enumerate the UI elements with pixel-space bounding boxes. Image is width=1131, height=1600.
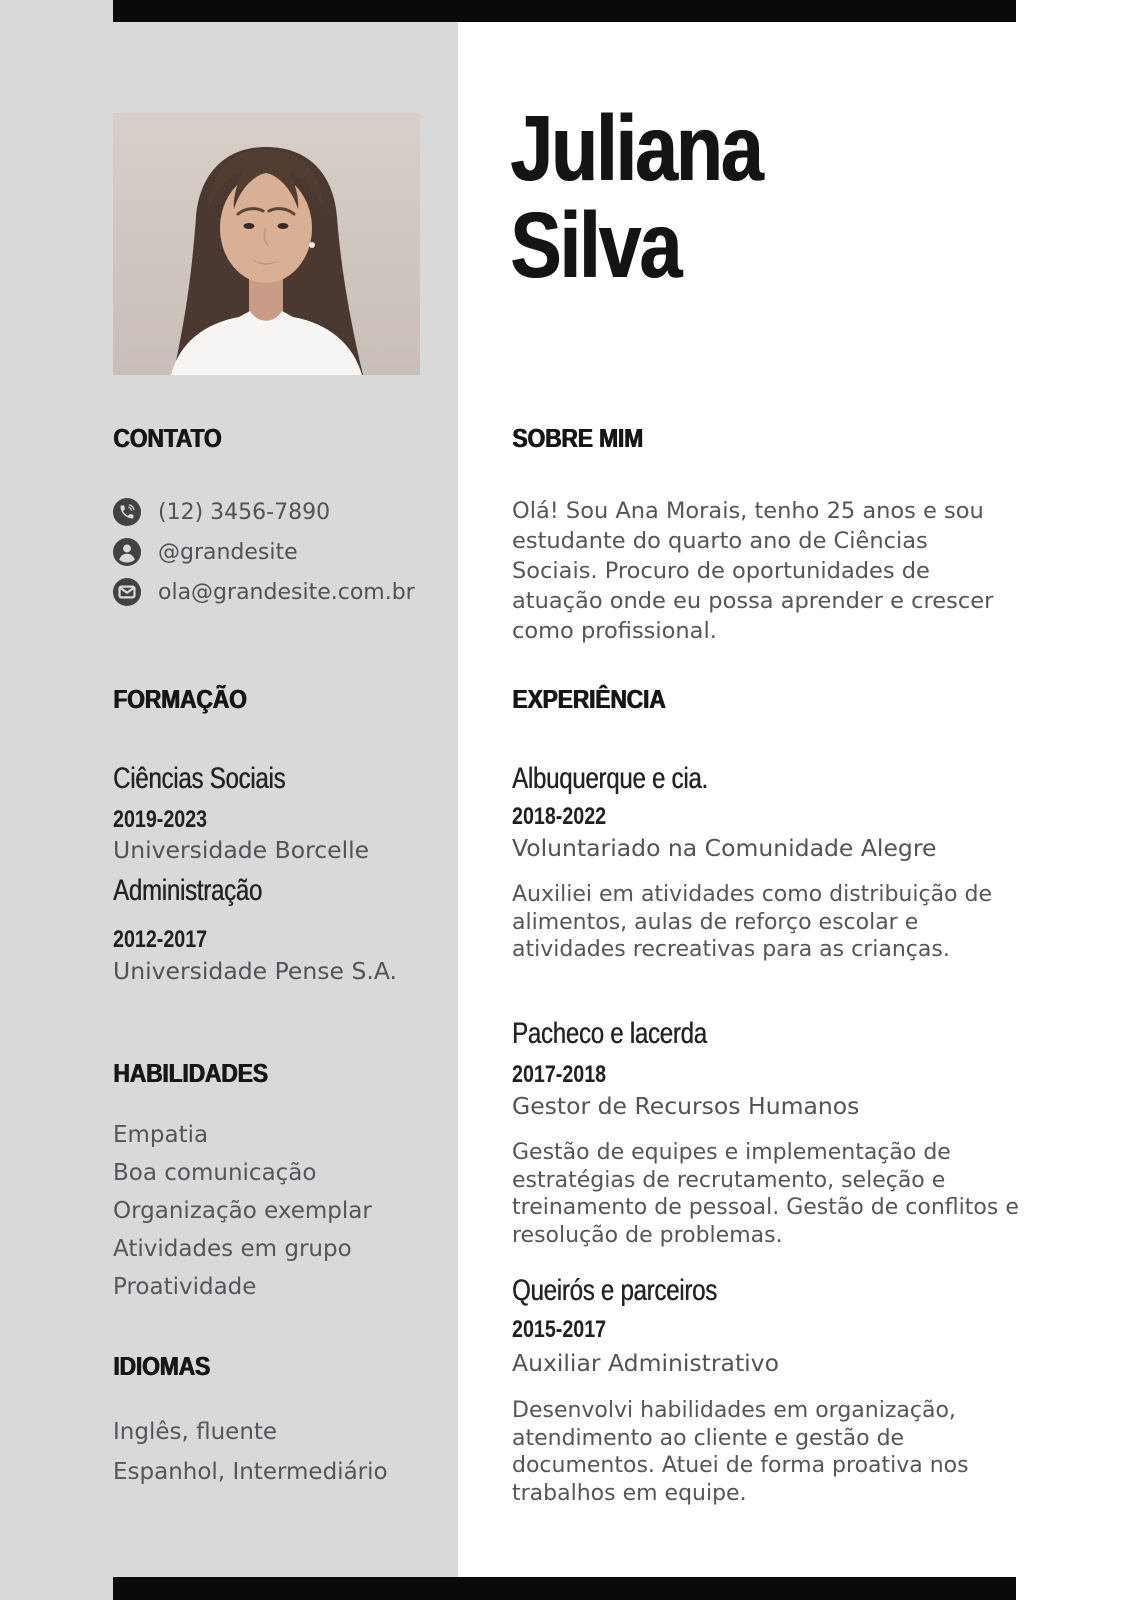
mail-icon <box>113 578 141 606</box>
skill-item: Organização exemplar <box>113 1198 372 1224</box>
first-name: Juliana <box>510 96 762 200</box>
skill-item: Empatia <box>113 1122 209 1148</box>
contact-heading: CONTATO <box>113 423 222 453</box>
job-description: Auxiliei em atividades como distribuição de alimentos, aulas de reforço escolar e atividades recreativas para as crianças. <box>512 882 993 962</box>
handle-value: @grandesite <box>158 539 298 565</box>
skill-item: Atividades em grupo <box>113 1236 352 1262</box>
education-school: Universidade Pense S.A. <box>113 957 397 985</box>
job-company: Pacheco e lacerda <box>512 1017 707 1050</box>
phone-icon <box>113 498 141 526</box>
portrait-illustration <box>113 113 420 375</box>
job-role: Gestor de Recursos Humanos <box>512 1092 860 1120</box>
contact-row-email <box>113 578 415 606</box>
language-item: Espanhol, Intermediário <box>113 1459 388 1485</box>
languages-heading: IDIOMAS <box>113 1351 210 1381</box>
skill-item: Proatividade <box>113 1274 257 1300</box>
job-years: 2017-2018 <box>512 1061 607 1088</box>
experience-heading: EXPERIÊNCIA <box>512 684 666 714</box>
about-text: Olá! Sou Ana Morais, tenho 25 anos e sou estudante do quarto ano de Ciências Sociais. Procuro de oportunidades de atuação onde eu possa aprender e crescer como profissional. <box>512 498 994 644</box>
job-role: Auxiliar Administrativo <box>512 1349 779 1377</box>
job-company: Albuquerque e cia. <box>512 762 708 795</box>
bottom-accent-bar <box>113 1577 1016 1600</box>
contact-row-phone <box>113 498 330 526</box>
education-years: 2012-2017 <box>113 926 208 953</box>
profile-photo <box>113 113 420 375</box>
about-heading: SOBRE MIM <box>512 423 643 453</box>
education-years: 2019-2023 <box>113 806 208 833</box>
skill-item: Boa comunicação <box>113 1160 317 1186</box>
language-item: Inglês, fluente <box>113 1419 278 1445</box>
job-description: Gestão de equipes e implementação de estratégias de recrutamento, seleção e treinamento de pessoal. Gestão de conflitos e resolução de problemas. <box>512 1140 1019 1248</box>
last-name: Silva <box>510 193 680 297</box>
job-role: Voluntariado na Comunidade Alegre <box>512 834 937 862</box>
user-icon <box>113 538 141 566</box>
education-heading: FORMAÇÃO <box>113 684 247 714</box>
job-years: 2015-2017 <box>512 1316 607 1343</box>
top-accent-bar <box>113 0 1016 22</box>
job-description: Desenvolvi habilidades em organização, atendimento ao cliente e gestão de documentos. Atuei de forma proativa nos trabalhos em equipe. <box>512 1398 969 1506</box>
education-degree: Administração <box>113 874 262 907</box>
phone-value: (12) 3456-7890 <box>158 499 331 525</box>
name-block <box>510 96 816 297</box>
job-years: 2018-2022 <box>512 803 607 830</box>
contact-row-handle <box>113 538 298 566</box>
education-school: Universidade Borcelle <box>113 836 370 864</box>
education-degree: Ciências Sociais <box>113 762 286 795</box>
skills-heading: HABILIDADES <box>113 1058 268 1088</box>
job-company: Queirós e parceiros <box>512 1274 717 1307</box>
email-value: ola@grandesite.com.br <box>158 579 415 605</box>
